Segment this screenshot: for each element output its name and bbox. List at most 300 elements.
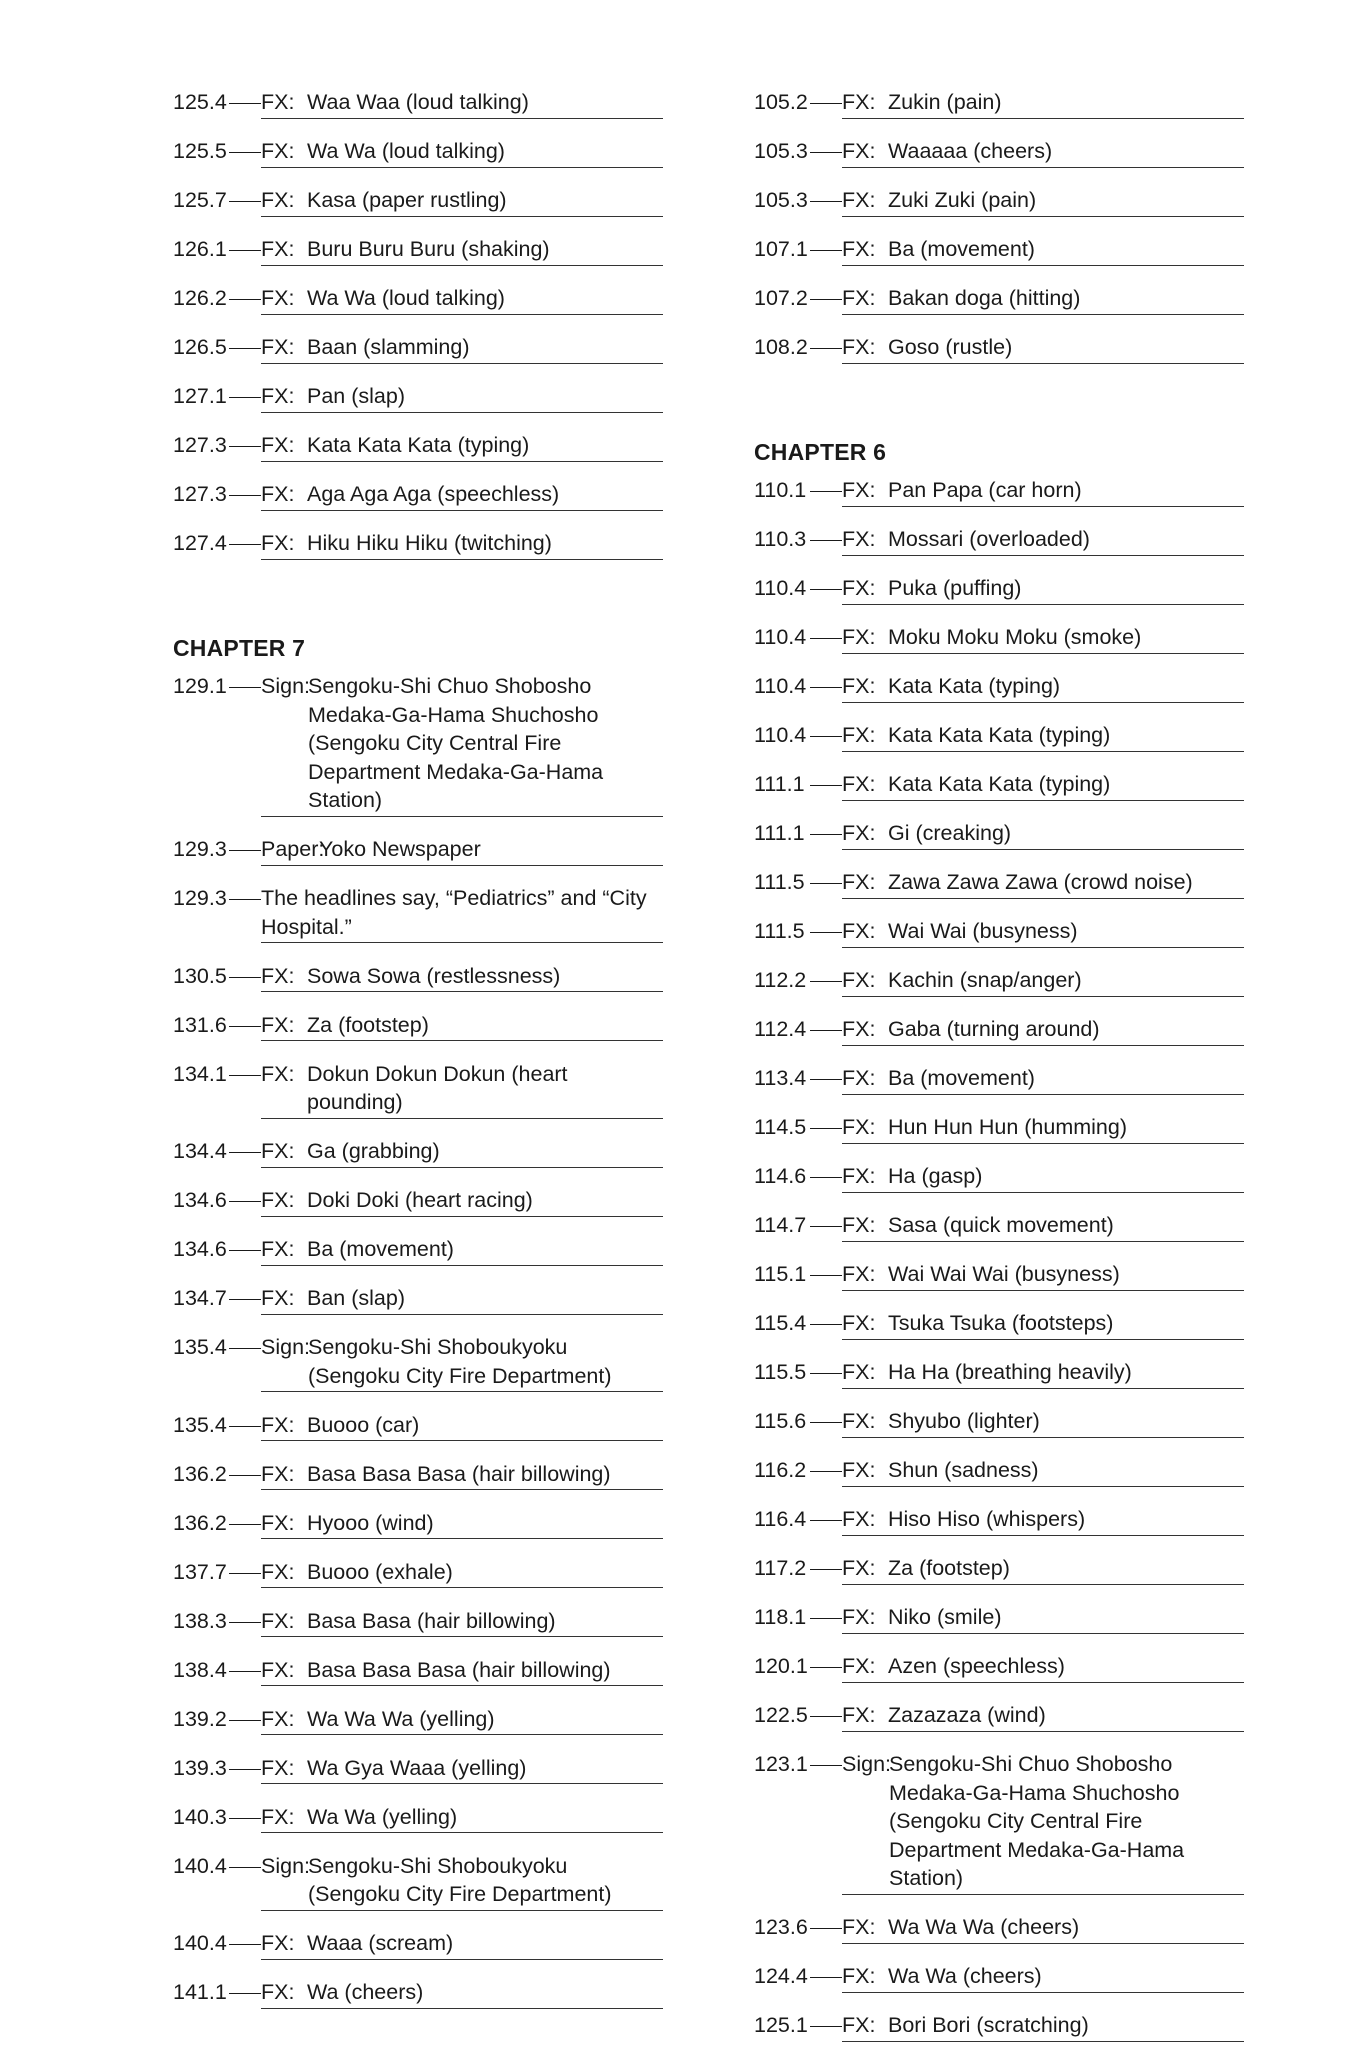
- page-panel-ref: 123.1: [754, 1752, 808, 1776]
- entry-text: Waaaaa (cheers): [888, 139, 1053, 163]
- entry-body: [842, 819, 1244, 850]
- entry-text: Kata Kata Kata (typing): [888, 772, 1111, 796]
- chapter-heading: CHAPTER 6: [754, 439, 887, 465]
- entry-text: Kata Kata (typing): [888, 674, 1061, 698]
- page-panel-ref: 105.2: [754, 90, 808, 114]
- leader-rule: [810, 1226, 842, 1227]
- entry-text: Za (footstep): [307, 1012, 429, 1037]
- page-panel-ref: 111.5: [754, 919, 805, 943]
- entry-body: [842, 137, 1244, 168]
- entry-body: [261, 186, 663, 217]
- entry-type-label: FX:: [261, 482, 295, 506]
- entry-type-label: FX:: [261, 384, 295, 408]
- entry-type-label: FX:: [261, 90, 295, 114]
- entry-text: Kata Kata Kata (typing): [888, 723, 1111, 747]
- entry-body: [842, 333, 1244, 364]
- entry-text: Niko (smile): [888, 1605, 1002, 1629]
- leader-rule: [229, 1867, 261, 1868]
- page-panel-ref: 140.3: [173, 1804, 227, 1829]
- entry-body: [842, 2011, 1244, 2042]
- entry-text: Wa Wa (loud talking): [307, 286, 505, 310]
- page-panel-ref: 141.1: [173, 1980, 227, 2004]
- entry-text: Goso (rustle): [888, 335, 1013, 359]
- entry-text: Wa Wa Wa (cheers): [888, 1915, 1080, 1939]
- sfx-entry: [173, 382, 663, 413]
- page-panel-ref: 110.4: [754, 674, 807, 698]
- entry-type-label: FX:: [842, 723, 876, 747]
- page-panel-ref: 111.5: [754, 870, 805, 894]
- sfx-entry: [173, 333, 663, 364]
- entry-type-label: Sign:: [261, 674, 311, 698]
- leader-rule: [229, 495, 261, 496]
- leader-rule: [810, 638, 842, 639]
- sfx-entry: [173, 235, 663, 266]
- sfx-entry: [173, 1852, 663, 1911]
- entry-text: Kata Kata Kata (typing): [307, 433, 530, 457]
- entry-body: [842, 917, 1244, 948]
- entry-type-label: FX:: [842, 1017, 876, 1041]
- entry-text: Tsuka Tsuka (footsteps): [888, 1311, 1114, 1335]
- entry-body: [842, 721, 1244, 752]
- entry-body: [842, 1162, 1244, 1193]
- entry-body: [842, 186, 1244, 217]
- leader-rule: [810, 1422, 842, 1423]
- entry-body: [261, 835, 663, 866]
- page-panel-ref: 114.5: [754, 1115, 807, 1139]
- page-panel-ref: 110.4: [754, 723, 807, 747]
- page-panel-ref: 124.4: [754, 1964, 808, 1988]
- page-panel-ref: 126.5: [173, 335, 227, 359]
- page-panel-ref: 115.6: [754, 1409, 807, 1433]
- leader-rule: [810, 1928, 842, 1929]
- entry-body: [842, 1701, 1244, 1732]
- sfx-entry: [173, 1284, 663, 1315]
- leader-rule: [810, 1977, 842, 1978]
- sfx-entry: [754, 1652, 1244, 1683]
- page-panel-ref: 111.1: [754, 821, 805, 845]
- leader-rule: [229, 544, 261, 545]
- entry-type-label: FX:: [842, 90, 876, 114]
- entry-body: [261, 1705, 663, 1736]
- page-panel-ref: 107.1: [754, 237, 808, 261]
- leader-rule: [810, 2026, 842, 2027]
- entry-text: Basa Basa Basa (hair billowing): [307, 1657, 611, 1682]
- sfx-entry: [173, 884, 663, 943]
- leader-rule: [810, 1128, 842, 1129]
- leader-rule: [229, 1201, 261, 1202]
- page-panel-ref: 125.1: [754, 2013, 808, 2037]
- sfx-entry: [754, 721, 1244, 752]
- leader-rule: [810, 834, 842, 835]
- entry-type-label: FX:: [261, 237, 295, 261]
- entry-body: [261, 529, 663, 560]
- leader-rule: [810, 201, 842, 202]
- sfx-entry: [173, 284, 663, 315]
- entry-body: [842, 1358, 1244, 1389]
- sfx-entry: [754, 1162, 1244, 1193]
- entry-type-label: FX:: [261, 1061, 295, 1086]
- sfx-entry: [754, 1407, 1244, 1438]
- leader-rule: [229, 850, 261, 851]
- leader-rule: [810, 883, 842, 884]
- entry-body: [842, 1505, 1244, 1536]
- page-panel-ref: 108.2: [754, 335, 808, 359]
- sfx-entry: [754, 1015, 1244, 1046]
- page-panel-ref: 137.7: [173, 1559, 227, 1584]
- entry-type-label: FX:: [261, 1461, 295, 1486]
- leader-rule: [810, 1569, 842, 1570]
- leader-rule: [810, 1520, 842, 1521]
- entry-type-label: FX:: [842, 1311, 876, 1335]
- page-panel-ref: 126.2: [173, 286, 227, 310]
- leader-rule: [810, 1324, 842, 1325]
- entry-type-label: FX:: [842, 1409, 876, 1433]
- entry-type-label: FX:: [261, 1012, 295, 1037]
- sfx-entry: [173, 1929, 663, 1960]
- sfx-entry: [754, 1309, 1244, 1340]
- page-panel-ref: 135.4: [173, 1335, 227, 1359]
- sfx-entry: [173, 1803, 663, 1834]
- sfx-entry: [754, 966, 1244, 997]
- entry-text: Ban (slap): [307, 1286, 405, 1310]
- entry-type-label: FX:: [842, 1164, 876, 1188]
- entry-type-label: FX:: [842, 2013, 876, 2037]
- entry-text: Hun Hun Hun (humming): [888, 1115, 1127, 1139]
- sfx-entry: [754, 137, 1244, 168]
- entry-body: [261, 88, 663, 119]
- entry-type-label: FX:: [261, 1510, 295, 1535]
- entry-type-label: FX:: [261, 433, 295, 457]
- leader-rule: [810, 1079, 842, 1080]
- sfx-entry: [754, 1113, 1244, 1144]
- entry-type-label: FX:: [842, 772, 876, 796]
- leader-rule: [229, 1573, 261, 1574]
- entry-body: [261, 1509, 663, 1540]
- entry-type-label: Sign:: [842, 1752, 892, 1776]
- sfx-entry: [173, 529, 663, 560]
- page-panel-ref: 118.1: [754, 1605, 807, 1629]
- page-panel-ref: 105.3: [754, 139, 808, 163]
- entry-text: Wa Wa Wa (yelling): [307, 1706, 495, 1731]
- entry-type-label: FX:: [261, 1286, 295, 1310]
- entry-text: Shyubo (lighter): [888, 1409, 1040, 1433]
- leader-rule: [229, 103, 261, 104]
- entry-type-label: Sign:: [261, 1335, 311, 1359]
- entry-body: [842, 525, 1244, 556]
- entry-text: Pan (slap): [307, 384, 405, 408]
- sfx-entry: [754, 1962, 1244, 1993]
- sfx-entry: [754, 770, 1244, 801]
- sfx-entry: [173, 1137, 663, 1168]
- leader-rule: [229, 899, 261, 900]
- entry-text: Ba (movement): [307, 1237, 454, 1261]
- page-panel-ref: 131.6: [173, 1012, 227, 1037]
- leader-rule: [229, 1622, 261, 1623]
- leader-rule: [229, 687, 261, 688]
- entry-text: Yoko Newspaper: [319, 837, 481, 861]
- entry-type-label: FX:: [261, 1559, 295, 1584]
- entry-body: [261, 284, 663, 315]
- entry-text: Azen (speechless): [888, 1654, 1065, 1678]
- leader-rule: [810, 348, 842, 349]
- entry-type-label: FX:: [261, 1706, 295, 1731]
- entry-type-label: FX:: [842, 1915, 876, 1939]
- page-panel-ref: 120.1: [754, 1654, 808, 1678]
- page-panel-ref: 122.5: [754, 1703, 808, 1727]
- page-panel-ref: 112.4: [754, 1017, 807, 1041]
- entry-text: Bakan doga (hitting): [888, 286, 1081, 310]
- entry-type-label: FX:: [842, 139, 876, 163]
- entry-type-label: FX:: [842, 1556, 876, 1580]
- page-panel-ref: 136.2: [173, 1510, 227, 1535]
- sfx-entry: [754, 2011, 1244, 2042]
- entry-text: Gaba (turning around): [888, 1017, 1100, 1041]
- entry-text: Baan (slamming): [307, 335, 470, 359]
- leader-rule: [810, 299, 842, 300]
- sfx-entry: [754, 1750, 1244, 1895]
- left-column: [173, 88, 663, 2027]
- entry-type-label: FX:: [261, 531, 295, 555]
- leader-rule: [810, 1765, 842, 1766]
- entry-body: [261, 884, 663, 943]
- entry-body: [261, 480, 663, 511]
- entry-body: [261, 672, 663, 817]
- entry-body: [842, 1750, 1244, 1895]
- sfx-entry: [173, 1656, 663, 1687]
- entry-text: Kachin (snap/anger): [888, 968, 1082, 992]
- leader-rule: [229, 250, 261, 251]
- entry-text: Ba (movement): [888, 237, 1035, 261]
- entry-type-label: FX:: [261, 1980, 295, 2004]
- leader-rule: [229, 201, 261, 202]
- chapter-heading: CHAPTER 7: [173, 635, 306, 661]
- leader-rule: [810, 1373, 842, 1374]
- entry-body: [261, 1284, 663, 1315]
- entry-body: [261, 235, 663, 266]
- entry-text: Ga (grabbing): [307, 1139, 440, 1163]
- entry-text: The headlines say, “Pediatrics” and “City Hospital.”: [261, 886, 647, 939]
- leader-rule: [229, 1818, 261, 1819]
- leader-rule: [810, 1275, 842, 1276]
- entry-type-label: Paper:: [261, 837, 325, 861]
- page-panel-ref: 125.5: [173, 139, 227, 163]
- entry-type-label: FX:: [261, 1931, 295, 1955]
- leader-rule: [810, 1177, 842, 1178]
- leader-rule: [229, 1152, 261, 1153]
- entry-type-label: FX:: [261, 1755, 295, 1780]
- entry-type-label: FX:: [261, 1804, 295, 1829]
- sfx-entry: [754, 672, 1244, 703]
- page-panel-ref: 127.3: [173, 433, 227, 457]
- sfx-entry: [754, 819, 1244, 850]
- entry-text: Hiso Hiso (whispers): [888, 1507, 1086, 1531]
- page-panel-ref: 140.4: [173, 1931, 227, 1955]
- entry-type-label: FX:: [261, 1608, 295, 1633]
- entry-body: [842, 476, 1244, 507]
- entry-type-label: FX:: [842, 1213, 876, 1237]
- entry-body: [842, 770, 1244, 801]
- entry-body: [261, 333, 663, 364]
- sfx-entry: [173, 835, 663, 866]
- leader-rule: [229, 397, 261, 398]
- sfx-entry: [173, 1235, 663, 1266]
- entry-body: [842, 623, 1244, 654]
- entry-text: Sasa (quick movement): [888, 1213, 1114, 1237]
- entry-type-label: Sign:: [261, 1853, 311, 1878]
- entry-text: Waa Waa (loud talking): [307, 90, 529, 114]
- page-panel-ref: 134.1: [173, 1061, 227, 1086]
- sfx-entry: [754, 1913, 1244, 1944]
- entry-text: Bori Bori (scratching): [888, 2013, 1089, 2037]
- sfx-entry: [754, 1603, 1244, 1634]
- page-panel-ref: 129.1: [173, 674, 227, 698]
- sfx-entry: [754, 525, 1244, 556]
- entry-text: Ha (gasp): [888, 1164, 983, 1188]
- page-panel-ref: 130.5: [173, 963, 227, 988]
- sfx-entry: [754, 574, 1244, 605]
- leader-rule: [810, 1618, 842, 1619]
- entry-body: [842, 1603, 1244, 1634]
- page-panel-ref: 129.3: [173, 837, 227, 861]
- entry-text: Sengoku-Shi Shoboukyoku (Sengoku City Fire Department): [308, 1335, 612, 1388]
- entry-text: Wa Gya Waaa (yelling): [307, 1755, 527, 1780]
- entry-type-label: FX:: [842, 968, 876, 992]
- entry-type-label: FX:: [842, 625, 876, 649]
- leader-rule: [229, 1671, 261, 1672]
- entry-body: [261, 1803, 663, 1834]
- page-panel-ref: 126.1: [173, 237, 227, 261]
- leader-rule: [229, 1944, 261, 1945]
- entry-body: [261, 1978, 663, 2009]
- chapter-gap: [173, 578, 663, 625]
- page-panel-ref: 125.7: [173, 188, 227, 212]
- page-panel-ref: 115.1: [754, 1262, 807, 1286]
- page-panel-ref: 110.4: [754, 625, 807, 649]
- entry-type-label: FX:: [261, 1139, 295, 1163]
- page-panel-ref: 139.3: [173, 1755, 227, 1780]
- sfx-entry: [173, 186, 663, 217]
- leader-rule: [810, 589, 842, 590]
- sfx-entry: [173, 1411, 663, 1442]
- entry-type-label: FX:: [842, 870, 876, 894]
- entry-text: Buooo (car): [307, 1412, 420, 1437]
- entry-type-label: FX:: [842, 919, 876, 943]
- entry-type-label: FX:: [261, 286, 295, 310]
- page-panel-ref: 113.4: [754, 1066, 807, 1090]
- entry-body: [842, 1407, 1244, 1438]
- chapter-gap: [754, 382, 1244, 429]
- leader-rule: [810, 540, 842, 541]
- entry-text: Sengoku-Shi Chuo Shobosho Medaka-Ga-Hama Shuchosho (Sengoku City Central Fire Department Medaka-Ga-Hama Station): [308, 674, 604, 812]
- entry-type-label: FX:: [842, 335, 876, 359]
- sfx-entry: [173, 1705, 663, 1736]
- entry-type-label: FX:: [842, 1360, 876, 1384]
- sfx-entry: [173, 1558, 663, 1589]
- leader-rule: [229, 348, 261, 349]
- leader-rule: [229, 1299, 261, 1300]
- sfx-entry: [754, 235, 1244, 266]
- sfx-entry: [754, 1456, 1244, 1487]
- page-panel-ref: 114.7: [754, 1213, 807, 1237]
- entry-type-label: FX:: [842, 1703, 876, 1727]
- leader-rule: [229, 1250, 261, 1251]
- entry-body: [261, 1060, 663, 1119]
- sfx-entry: [754, 1260, 1244, 1291]
- entry-body: [842, 966, 1244, 997]
- leader-rule: [229, 152, 261, 153]
- leader-rule: [229, 1426, 261, 1427]
- entry-body: [842, 1260, 1244, 1291]
- page-panel-ref: 134.4: [173, 1139, 227, 1163]
- entry-body: [261, 1137, 663, 1168]
- entry-body: [261, 1754, 663, 1785]
- sfx-entry: [173, 1460, 663, 1491]
- page-panel-ref: 114.6: [754, 1164, 807, 1188]
- entry-body: [842, 574, 1244, 605]
- entry-body: [842, 1211, 1244, 1242]
- page-panel-ref: 115.5: [754, 1360, 807, 1384]
- page-panel-ref: 140.4: [173, 1853, 227, 1878]
- leader-rule: [810, 932, 842, 933]
- sfx-entry: [754, 1358, 1244, 1389]
- leader-rule: [229, 1993, 261, 1994]
- entry-body: [261, 1235, 663, 1266]
- entry-text: Waaa (scream): [307, 1931, 454, 1955]
- entry-type-label: FX:: [842, 527, 876, 551]
- entry-type-label: FX:: [842, 1115, 876, 1139]
- page-panel-ref: 129.3: [173, 886, 227, 910]
- entry-text: Hiku Hiku Hiku (twitching): [307, 531, 552, 555]
- sfx-entry: [754, 623, 1244, 654]
- entry-type-label: FX:: [842, 286, 876, 310]
- entry-body: [842, 1064, 1244, 1095]
- leader-rule: [229, 446, 261, 447]
- page-panel-ref: 116.4: [754, 1507, 807, 1531]
- entry-text: Zukin (pain): [888, 90, 1002, 114]
- sfx-entry: [173, 1011, 663, 1042]
- entry-body: [842, 235, 1244, 266]
- entry-body: [261, 1460, 663, 1491]
- entry-type-label: FX:: [261, 1237, 295, 1261]
- leader-rule: [810, 152, 842, 153]
- sfx-entry: [173, 1607, 663, 1638]
- entry-type-label: FX:: [261, 1412, 295, 1437]
- sfx-entry: [173, 1978, 663, 2009]
- sfx-entry: [173, 1186, 663, 1217]
- sfx-entry: [754, 284, 1244, 315]
- leader-rule: [229, 977, 261, 978]
- entry-text: Ha Ha (breathing heavily): [888, 1360, 1132, 1384]
- entry-text: Zuki Zuki (pain): [888, 188, 1037, 212]
- page-panel-ref: 110.1: [754, 478, 807, 502]
- entry-type-label: FX:: [261, 335, 295, 359]
- leader-rule: [229, 1026, 261, 1027]
- entry-body: [842, 1962, 1244, 1993]
- entry-body: [261, 382, 663, 413]
- entry-type-label: FX:: [261, 1657, 295, 1682]
- entry-body: [261, 1186, 663, 1217]
- leader-rule: [229, 1348, 261, 1349]
- leader-rule: [810, 981, 842, 982]
- entry-text: Ba (movement): [888, 1066, 1035, 1090]
- entry-type-label: FX:: [842, 1964, 876, 1988]
- entry-body: [842, 1652, 1244, 1683]
- page-panel-ref: 111.1: [754, 772, 805, 796]
- sfx-entry: [754, 88, 1244, 119]
- entry-type-label: FX:: [842, 188, 876, 212]
- entry-text: Wa Wa (cheers): [888, 1964, 1042, 1988]
- entry-text: Wa (cheers): [307, 1980, 424, 2004]
